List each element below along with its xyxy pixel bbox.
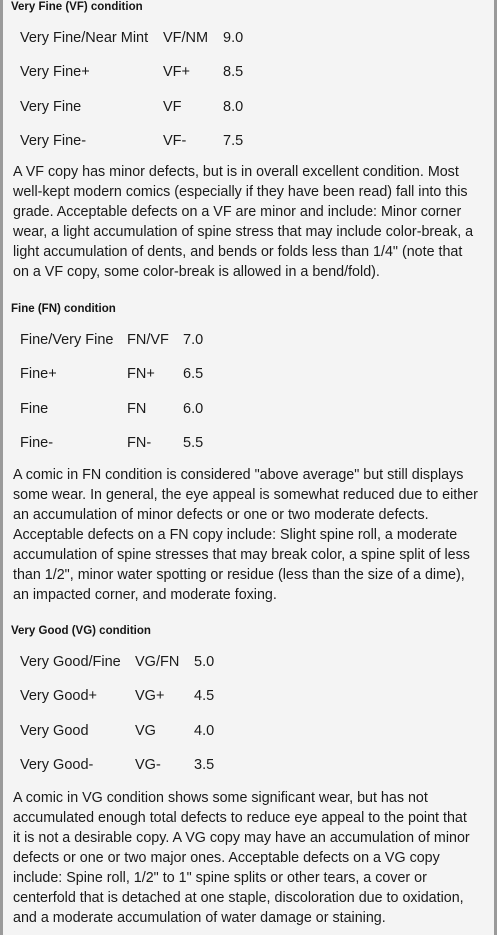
grade-row [20,90,263,124]
grade-name: Very Good- [20,757,94,774]
grade-score: 6.5 [183,366,204,383]
description-line: an impacted corner, and moderate foxing. [13,587,277,603]
grade-row [20,392,223,426]
vg-grade-table [20,645,234,782]
grade-score: 9.0 [223,30,244,47]
grade-score: 8.0 [223,98,244,115]
description-line: accumulated enough total defects to reduce eye appeal to the point that [13,810,467,826]
grade-score: 7.5 [223,133,244,150]
grade-name: Fine [20,400,49,417]
grade-abbr: VF/NM [163,30,209,47]
description-line: A VF copy has minor defects, but is in overall excellent condition. Most [13,164,459,180]
grade-row [20,748,234,782]
description-line: Acceptable defects on a FN copy include: Slight spine roll, a moderate [13,527,458,543]
vg-section-title: Very Good (VG) condition [11,625,151,637]
grade-row [20,55,263,89]
description-line: A comic in VG condition shows some significant wear, but has not [13,790,428,806]
description-line: accumulation of spine stresses that may break color, a spine split of less [13,547,470,563]
grade-abbr: VG/FN [135,654,180,671]
description-line: A comic in FN condition is considered "above average" but still displays [13,467,464,483]
grade-name: Very Good/Fine [20,654,121,671]
grade-row [20,124,263,158]
description-line: light accumulation of dents, and bends or folds less than 1/4" (note that [13,244,463,260]
description-line: than 1/2", minor water spotting or residue (less than the size of a dime), [13,567,465,583]
grade-name: Very Fine+ [20,64,90,81]
grade-row [20,679,234,713]
grade-row [20,357,223,391]
description-line: on a VF copy, some color-break is allowed in a bend/fold). [13,264,380,280]
grade-name: Very Good+ [20,688,97,705]
description-line: grade. Acceptable defects on a VF are minor and include: Minor corner [13,204,462,220]
description-line: include: Spine roll, 1/2" to 1" spine splits or other tears, a cover or [13,870,427,886]
description-line: and a moderate accumulation of water damage or staining. [13,910,386,926]
grade-score: 6.0 [183,400,204,417]
vf-description [13,162,491,282]
fn-description [13,465,491,605]
grade-name: Very Fine [20,98,82,115]
grade-score: 5.0 [194,654,215,671]
grade-score: 5.5 [183,435,204,452]
description-line: some wear. In general, the eye appeal is somewhat reduced due to either [13,487,478,503]
grade-name: Very Fine/Near Mint [20,30,149,47]
description-line: an accumulation of minor defects or one or two moderate defects. [13,507,429,523]
grade-row [20,323,223,357]
grade-abbr: FN+ [127,366,155,383]
description-line: defects or one or two major ones. Acceptable defects on a VG copy [13,850,440,866]
description-line: wear, a light accumulation of spine stress that may include color-break, a [13,224,474,240]
grade-name: Very Fine- [20,133,87,150]
grade-abbr: VG- [135,757,161,774]
vf-grade-table [20,21,263,158]
grade-name: Fine+ [20,366,57,383]
fn-grade-table [20,323,223,460]
grade-abbr: VG+ [135,688,165,705]
description-line: centerfold that is detached at one staple, discoloration due to oxidation, [13,890,464,906]
grade-score: 4.0 [194,722,215,739]
grade-abbr: FN- [127,435,152,452]
vg-description [13,788,491,928]
grade-abbr: VG [135,722,156,739]
grade-row [20,426,223,460]
grade-abbr: FN [127,400,147,417]
description-line: it is not a desirable copy. A VG copy may have an accumulation of minor [13,830,470,846]
grade-abbr: VF- [163,133,187,150]
description-line: well-kept modern comics (especially if they have been read) fall into this [13,184,468,200]
grade-score: 4.5 [194,688,215,705]
grade-row [20,645,234,679]
grade-abbr: FN/VF [127,332,169,349]
grade-name: Very Good [20,722,89,739]
grade-row [20,714,234,748]
fn-section-title: Fine (FN) condition [11,303,116,315]
grade-score: 8.5 [223,64,244,81]
vf-section-title: Very Fine (VF) condition [11,1,143,13]
grade-score: 7.0 [183,332,204,349]
grade-name: Fine/Very Fine [20,332,114,349]
grade-score: 3.5 [194,757,215,774]
grade-abbr: VF+ [163,64,190,81]
grade-name: Fine- [20,435,54,452]
grade-row [20,21,263,55]
grade-abbr: VF [163,98,182,115]
